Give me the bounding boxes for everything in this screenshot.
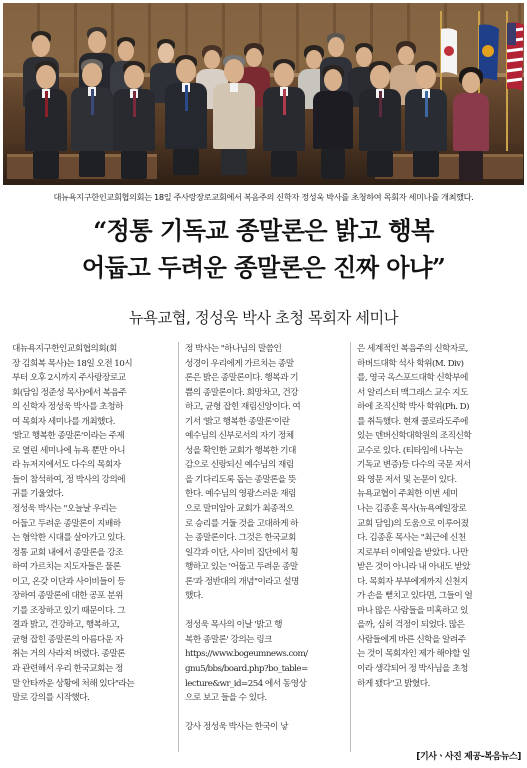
article-line: 다. 목회자 부부에게까지 신천지: [357, 576, 468, 587]
article-line: 라 뉴저지에서도 다수의 목회자: [12, 460, 121, 471]
article-line: 쁨의 종말론이다. 희망차고, 건강: [185, 387, 299, 398]
article-column-1: [12, 342, 173, 706]
article-line: 어둡고 두려운 종말론이 지배하: [12, 518, 121, 529]
article-line: 로 열린 세미나에 뉴욕 뿐만 아니: [12, 445, 126, 456]
article-line: 들이 참석하여, 정 박사의 강의에: [12, 474, 126, 485]
column-divider: [178, 342, 179, 752]
article-line: [185, 706, 346, 721]
article-line: 기독교 변증)등 다수의 국문 저서: [357, 460, 471, 471]
article-line: 을까, 심히 걱정이 되었다. 많은: [357, 620, 465, 631]
article-line: 대뉴욕지구한인교회협의회(회: [12, 344, 117, 354]
article-line: 한다. 예수님의 영광스러운 재림: [185, 489, 296, 500]
article-line: 교회 담임)의 도움으로 이루어졌: [357, 518, 469, 529]
article-line: 하에 조직신학 박사 학위(Ph. D): [357, 402, 469, 413]
article-column-3: [357, 342, 518, 691]
article-line: 말 안타까운 상황에 처해 있다"라는: [12, 678, 135, 689]
article-line: lecture&wr_id=254 에서 동영상: [185, 678, 307, 689]
article-line: 예수님의 신부로서의 자기 정체: [185, 431, 294, 442]
article-line: 있는 덴버신학대학원의 조직신학: [357, 431, 472, 442]
article-line: 으로 보고 들을 수 있다.: [185, 693, 267, 704]
article-line: 귀를 기울였다.: [12, 489, 64, 500]
article-line: 회(담임 정준성 목사)에서 복음주: [12, 387, 127, 398]
article-line: 이고, 온갖 이단과 사이비들이 등: [12, 576, 126, 587]
article-line: 마나 많은 사람들을 미혹하고 있: [357, 605, 468, 616]
article-line: 이라 생각되어 정 박사님을 초청: [357, 664, 468, 675]
group-photo: [3, 3, 524, 185]
article-line: 는 것이 목회자인 제가 해야할 일: [357, 649, 471, 660]
article-line: 정 박사는 "하나님의 말씀인: [185, 344, 282, 354]
article-line: 은 세계적인 복음주의 신학자로,: [357, 344, 468, 354]
article-line: '밝고 행복한 종말론'이라는 주제: [12, 431, 125, 442]
article-line: 론은 밝은 종말론이다. 행복과 기: [185, 373, 299, 384]
article-line: 결과 밝고, 건강하고, 행복하고,: [12, 620, 120, 631]
article-line: 의 신학자 정성욱 박사를 초청하: [12, 402, 123, 413]
article-line: [185, 604, 346, 619]
article-line: 하여 가르치는 지도자들은 물론: [12, 562, 121, 573]
article-line: 기를 조장하고 있기 때문이다. 그: [12, 605, 126, 616]
article-line: 취는 거의 사라져 버렸다. 종말론: [12, 649, 126, 660]
article-line: 를 취득했다. 현재 콜로라도주에: [357, 416, 468, 427]
article-line: 나는 김종훈 목사(뉴욕예일장로: [357, 504, 467, 515]
article-line: 서 알리스터 맥그래스 교수 지도: [357, 387, 468, 398]
article-line: 하고, 균형 잡힌 재림신앙이다. 여: [185, 402, 301, 413]
article-line: 지로부터 이메일을 받았다. 나만: [357, 547, 468, 558]
article-line: 정성욱 목사의 이날 '밝고 행: [185, 620, 282, 631]
article-line: 하게 됐다"고 밝혔다.: [357, 678, 430, 689]
article-line: 균형 잡힌 종말론의 아름다운 자: [12, 634, 123, 645]
article-line: 하버드대학 석사 학위(M. Div): [357, 358, 464, 369]
article-line: 성경이 우리에게 가르치는 종말: [185, 358, 294, 369]
article-line: 행하고 있는 '어둡고 두려운 종말: [185, 562, 298, 573]
article-line: 교수로 있다. (티타임에 나누는: [357, 445, 463, 456]
column-divider: [350, 342, 351, 752]
article-line: 장하여 종말론에 대한 공포 분위: [12, 591, 123, 602]
article-line: gnu5/bbs/board.php?bo_table=: [185, 664, 308, 675]
article-line: 을 기다리도록 돕는 종말론을 뜻: [185, 474, 296, 485]
article-line: 로 승리를 거둘 것을 고대하게 하: [185, 518, 299, 529]
article-line: 는 혐악한 시대를 살아가고 있다.: [12, 533, 126, 544]
article-line: 여 목회자 세미나를 개최했다.: [12, 416, 115, 427]
headline-line-2: 어둡고 두려운 종말론은 진짜 아냐”: [81, 253, 446, 282]
headline-line-1: “정통 기독교 종말론은 밝고 행복: [93, 216, 434, 245]
article-line: 성을 확인한 교회가 행복한 기대: [185, 445, 296, 456]
article-line: 복한 종말론' 강의는 링크: [185, 634, 272, 645]
article-line: 과 관련해서 우리 한국교회는 정: [12, 664, 123, 675]
photo-credit: [기사ㆍ사진 제공-복음뉴스]: [416, 752, 521, 762]
article-line: 와 영문 저서 및 논문이 있다.: [357, 474, 457, 485]
article-line: 일각과 이단, 사이비 집단에서 횡: [185, 547, 299, 558]
article-line: 론'과 정반대의 개념"이라고 설명: [185, 576, 299, 587]
subheadline: 뉴욕교협, 정성욱 박사 초청 목회자 세미나: [128, 309, 399, 327]
article-line: 정성욱 박사는 "오늘날 우리는: [12, 504, 117, 515]
article-line: 말로 강의를 시작했다.: [12, 693, 90, 704]
article-column-2: [185, 342, 346, 735]
article-line: 는 종말론이다. 그것은 한국교회: [185, 533, 296, 544]
article-line: 받은 것이 아니라 내 아내도 받았: [357, 562, 471, 573]
article-line: https://www.bogeumnews.com/: [185, 649, 308, 660]
article-line: 정통 교회 내에서 종말론을 강조: [12, 547, 123, 558]
article-line: 뉴욕교협이 주최한 이번 세미: [357, 489, 458, 500]
article-line: 를, 영국 옥스포드대학 신학부에: [357, 373, 468, 384]
article-line: 가 손을 뻗치고 있다면, 그들이 얼: [357, 591, 473, 602]
article-line: 으로 말미암아 교회가 최종적으: [185, 504, 294, 515]
photo-caption: 대뉴욕지구한인교회협의회는 18일 주사랑장로교회에서 복음주의 신학자 정성욱 박사를 초청하여 목회자 세미나를 개최했다.: [53, 192, 474, 202]
article-line: 했다.: [185, 591, 203, 602]
headline: [6, 212, 521, 286]
article-line: 다. 김종훈 목사는 "최근에 신천: [357, 533, 466, 544]
article-line: 강사 정성욱 박사는 한국이 낳: [185, 722, 288, 733]
article-line: 사람들에게 바른 신학을 알려주: [357, 634, 466, 645]
article-line: 기서 '밝고 행복한 종말론'이란: [185, 416, 290, 427]
article-line: 장 김희복 목사)는 18일 오전 10시: [12, 358, 133, 369]
article-line: 부터 오후 2시까지 주사랑장로교: [12, 373, 126, 384]
article-line: 감으로 신랑되신 예수님의 재림: [185, 460, 294, 471]
